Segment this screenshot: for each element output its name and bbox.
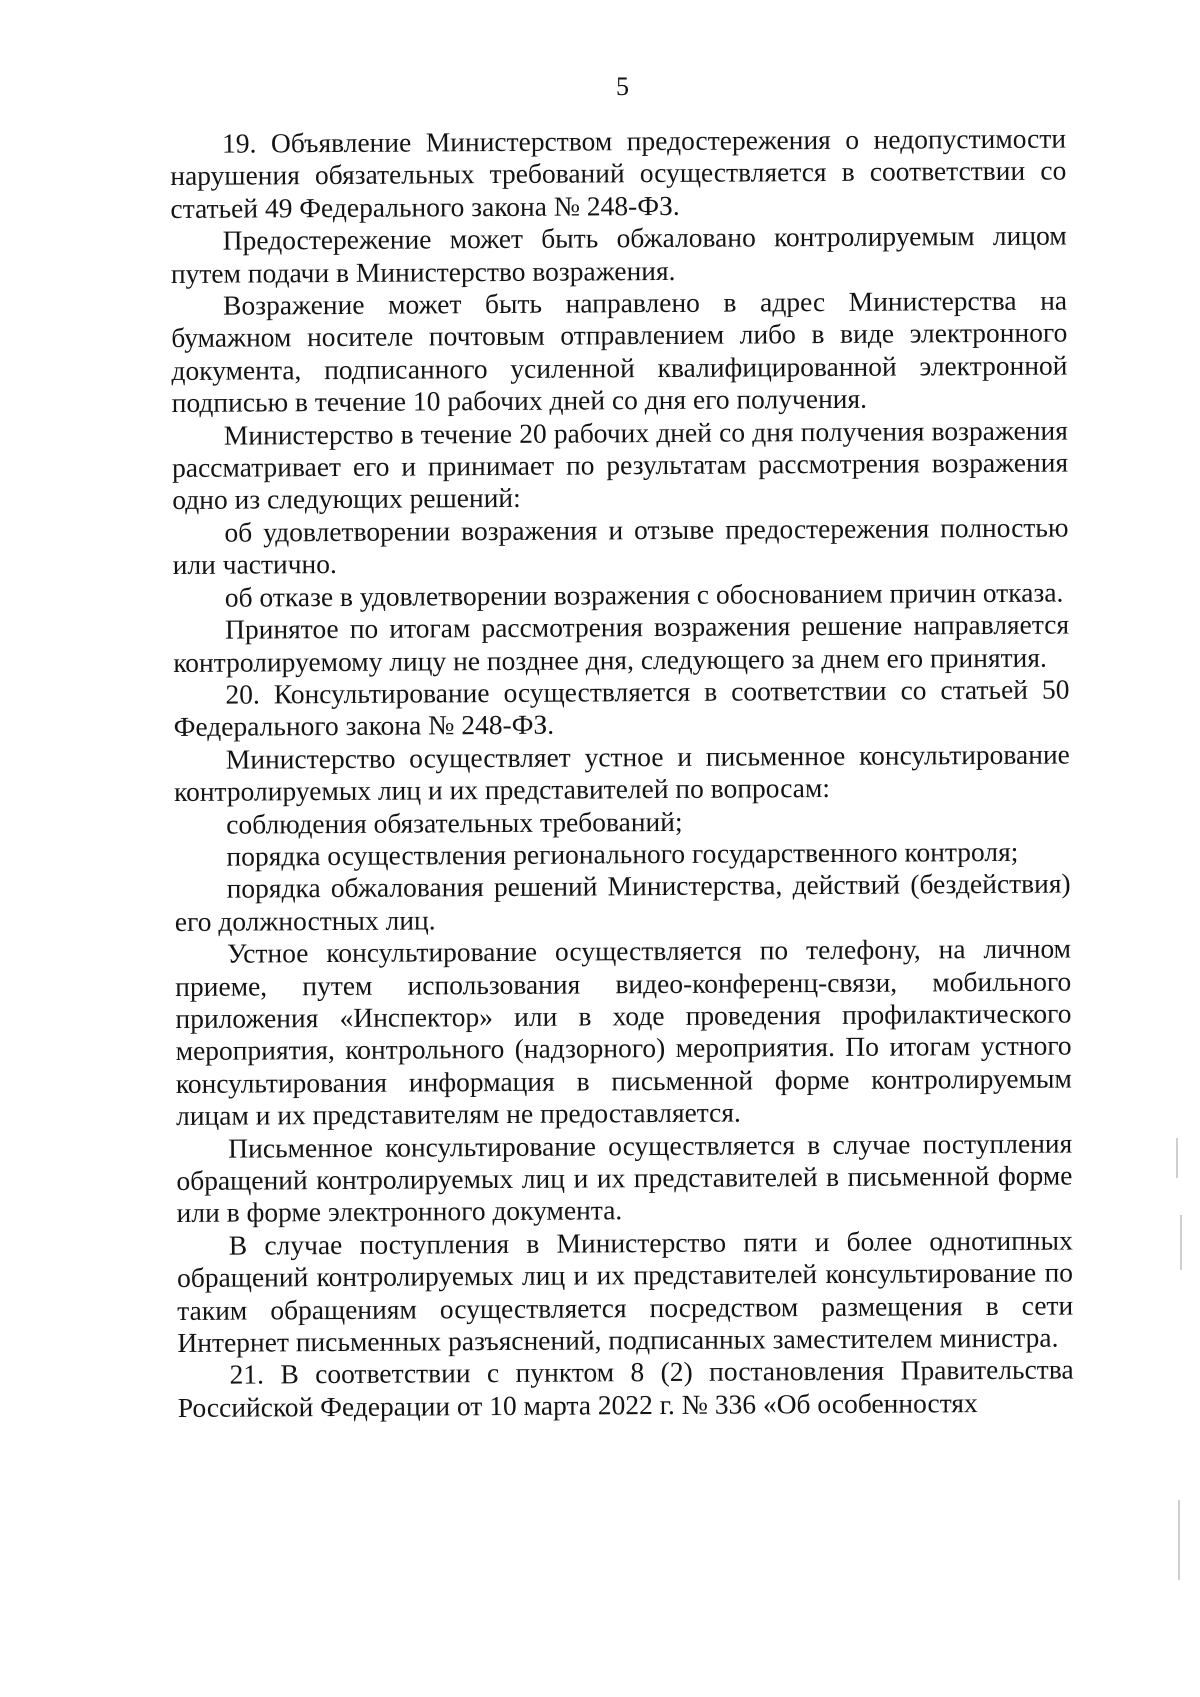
scan-edge-mark — [1178, 1500, 1180, 1580]
scan-edge-mark — [1176, 1138, 1178, 1178]
page-number: 5 — [616, 72, 629, 101]
list-item-requirements: соблюдения обязательных требований; — [226, 805, 683, 840]
paragraph-warning-appeal: Предостережение может быть обжаловано контролируемым лицом путем подачи в Министерство возражения. — [170, 219, 1067, 289]
list-item-control-procedure: порядка осуществления регионального государственного контроля; — [226, 835, 1019, 872]
paragraph-bulk-requests: В случае поступления в Министерство пяти и более однотипных обращений контролируемых лиц и их представителей консультирование по таким обращениям осуществляется посредством размещения в сети Интернет письменных разъяснений, подписанных заместителем министра. — [176, 1224, 1074, 1359]
paragraph-19-warning: 19. Объявление Министерством предостережения о недопустимости нарушения обязательных требований осуществляется в соответствии со статьей 49 Федерального закона № 248-ФЗ. — [170, 122, 1067, 224]
paragraph-decision-satisfy: об удовлетворении возражения и отзыве предостережения полностью или частично. — [172, 511, 1069, 581]
paragraph-written-consulting: Письменное консультирование осуществляется в случае поступления обращений контролируемых лиц и их представителей в письменной форме или в форме электронного документа. — [176, 1127, 1073, 1229]
list-item-appeal-procedure: порядка обжалования решений Министерства, действий (бездействия) его должностных лиц. — [174, 867, 1071, 937]
document-body — [170, 123, 1074, 1425]
scan-edge-mark — [1180, 1215, 1182, 1270]
paragraph-20-consulting: 20. Консультирование осуществляется в соответствии со статьей 50 Федерального закона № 248-ФЗ. — [173, 673, 1070, 743]
paragraph-objection-review: Министерство в течение 20 рабочих дней со дня получения возражения рассматривает его и принимает по результатам рассмотрения возражения одно из следующих решений: — [171, 414, 1069, 516]
paragraph-consulting-scope: Министерство осуществляет устное и письменное консультирование контролируемых лиц и их представителей по вопросам: — [173, 738, 1070, 808]
paragraph-objection-submission: Возражение может быть направлено в адрес Министерства на бумажном носителе почтовым отправлением либо в виде электронного документа, подписанного усиленной квалифицированной электронной подписью в течение 10 рабочих дней со дня его получения. — [171, 284, 1068, 419]
paragraph-21-government-decree: 21. В соответствии с пунктом 8 (2) постановления Правительства Российской Федерации от 10 марта 2022 г. № 336 «Об особенностях — [177, 1353, 1074, 1423]
paragraph-oral-consulting: Устное консультирование осуществляется по телефону, на личном приеме, путем использования видео-конференц-связи, мобильного приложения «Инспектор» или в ходе проведения профилактического мероприятия, контрольного (надзорного) мероприятия. По итогам устного консультирования информация в письменной форме контролируемым лицам и их представителям не предоставляется. — [175, 932, 1072, 1132]
paragraph-decision-refuse: об отказе в удовлетворении возражения с обоснованием причин отказа. — [224, 576, 1064, 613]
paragraph-decision-notice: Принятое по итогам рассмотрения возражения решение направляется контролируемому лицу не позднее дня, следующего за днем его принятия. — [173, 608, 1070, 678]
